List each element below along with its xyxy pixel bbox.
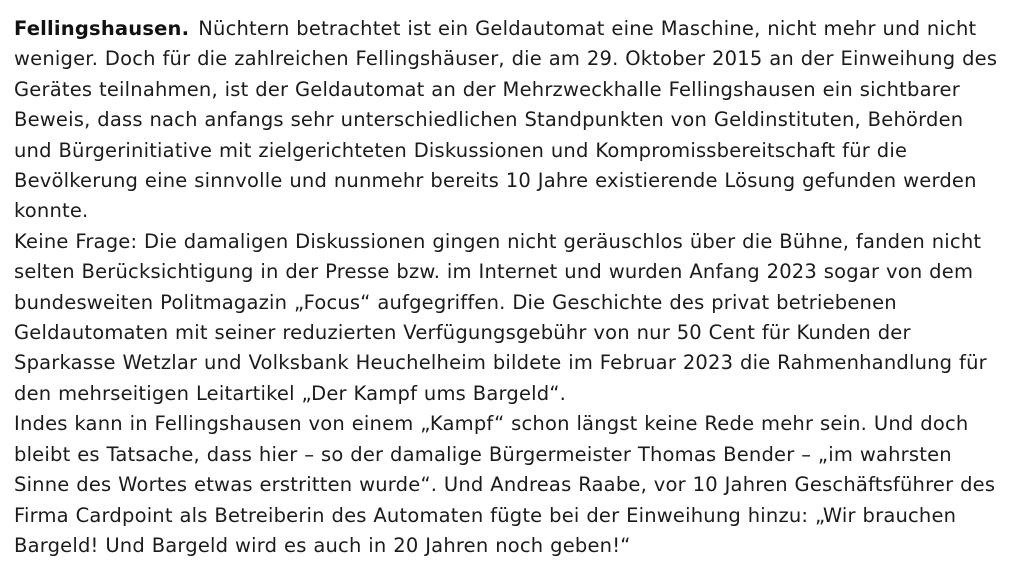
- paragraph-1-text: Nüchtern betrachtet ist ein Geldautomat eine Maschine, nicht mehr und nicht weniger. Doch für die zahlreichen Fellingshäuser, die am 29. Oktober 2015 an der Einweihung des Gerätes teilnahmen, ist der Geldautomat an der Mehrzweckhalle Fellingshausen ein sichtbarer Beweis, dass nach anfangs sehr unterschiedlichen Standpunkten von Geldinstituten, Behörden und Bürgerinitiative mit zielgerichteten Diskussionen und Kompromissbereitschaft für die Bevölkerung eine sinnvolle und nunmehr bereits 10 Jahre existierende Lösung gefunden werden konnte.: [14, 17, 998, 223]
- paragraph-2: Keine Frage: Die damaligen Diskussionen gingen nicht geräuschlos über die Bühne, fanden nicht selten Berücksichtigung in der Presse bzw. im Internet und wurden Anfang 2023 sogar von dem bundesweiten Politmagazin „Focus“ aufgegriffen. Die Geschichte des privat betriebenen Geldautomaten mit seiner reduzierten Verfügungsgebühr von nur 50 Cent für Kunden der Sparkasse Wetzlar und Volksbank Heuchelheim bildete im Februar 2023 die Rahmenhandlung für den mehrseitigen Leitartikel „Der Kampf ums Bargeld“.: [14, 229, 987, 405]
- paragraph-1: [14, 14, 998, 227]
- dateline: Fellingshausen.: [14, 17, 190, 40]
- paragraph-3: Indes kann in Fellingshausen von einem „Kampf“ schon längst keine Rede mehr sein. Und doch bleibt es Tatsache, dass hier – so der damalige Bürgermeister Thomas Bender – „im wahrsten Sinne des Wortes etwas erstritten wurde“. Und Andreas Raabe, vor 10 Jahren Geschäftsführer des Firma Cardpoint als Betreiberin des Automaten fügte bei der Einweihung hinzu: „Wir brauchen Bargeld! Und Bargeld wird es auch in 20 Jahren noch geben!“: [14, 412, 996, 557]
